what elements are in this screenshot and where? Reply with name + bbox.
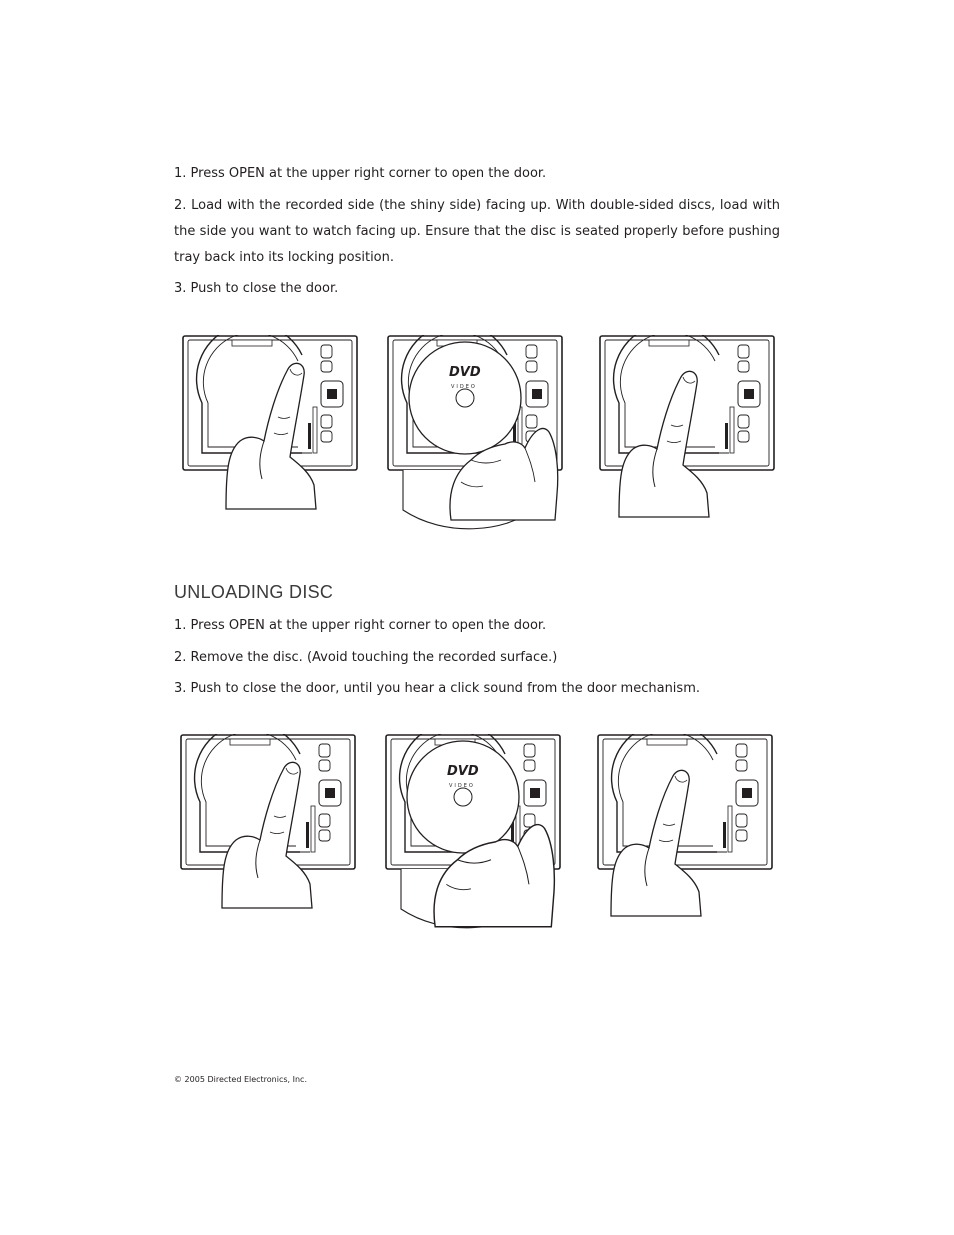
dvd-logo-sub: VIDEO bbox=[451, 384, 477, 390]
unloading-title: UNLOADING DISC bbox=[174, 582, 334, 602]
dvd-logo: DVD bbox=[447, 764, 479, 779]
loading-step-1: 1. Press OPEN at the upper right corner to open the door. bbox=[174, 166, 547, 181]
illustration-load-close bbox=[597, 334, 777, 520]
illustration-unload-close bbox=[595, 733, 775, 919]
illustration-load-disc bbox=[385, 334, 565, 534]
loading-step-3: 3. Push to close the door. bbox=[174, 281, 339, 296]
loading-step-2: 2. Load with the recorded side (the shiny side) facing up. With double-sided discs, load with the side you want to watch facing up. Ensure that the disc is seated properly before pushing tray back into its locking position. bbox=[174, 198, 780, 265]
unloading-step-1: 1. Press OPEN at the upper right corner to open the door. bbox=[174, 618, 547, 633]
copyright: © 2005 Directed Electronics, Inc. bbox=[174, 1075, 307, 1084]
unloading-step-3: 3. Push to close the door, until you hear a click sound from the door mechanism. bbox=[174, 681, 700, 696]
illustration-unload-open bbox=[178, 733, 358, 919]
unloading-step-2: 2. Remove the disc. (Avoid touching the recorded surface.) bbox=[174, 650, 558, 665]
dvd-logo-sub: VIDEO bbox=[449, 783, 475, 789]
dvd-logo: DVD bbox=[449, 365, 481, 380]
illustration-unload-disc bbox=[383, 733, 563, 933]
illustration-load-open bbox=[180, 334, 360, 520]
